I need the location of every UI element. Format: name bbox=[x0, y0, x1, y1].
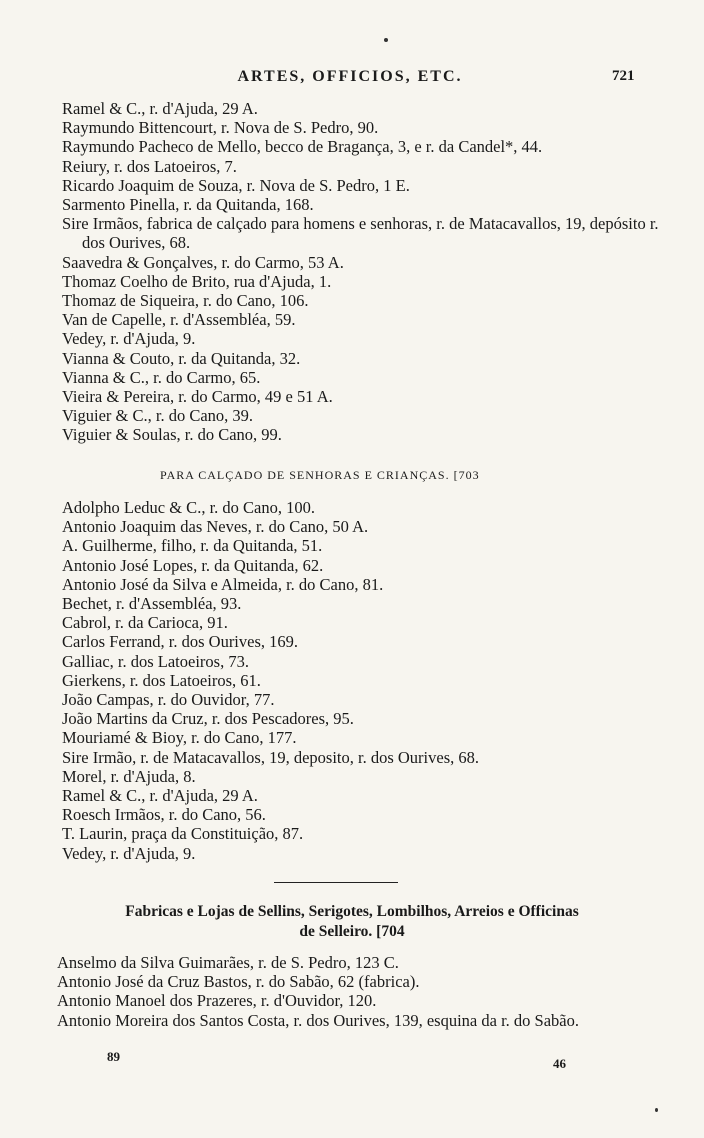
section-heading-ladies-children: PARA CALÇADO DE SENHORAS E CRIANÇAS. [703 bbox=[160, 468, 480, 482]
section-divider bbox=[274, 882, 398, 883]
list-item: Vianna & C., r. do Carmo, 65. bbox=[62, 367, 261, 387]
list-item: Sarmento Pinella, r. da Quitanda, 168. bbox=[62, 195, 314, 215]
section-heading-line: de Selleiro. [704 bbox=[299, 923, 405, 940]
list-item: Antonio Moreira dos Santos Costa, r. dos Ourives, 139, esquina da r. do Sabão. bbox=[57, 1010, 579, 1030]
list-item: Antonio José da Cruz Bastos, r. do Sabão, 62 (fabrica). bbox=[57, 972, 420, 992]
list-item: Antonio José Lopes, r. da Quitanda, 62. bbox=[62, 555, 324, 575]
list-item: Galliac, r. dos Latoeiros, 73. bbox=[62, 651, 249, 671]
list-item: Antonio José da Silva e Almeida, r. do Cano, 81. bbox=[62, 574, 384, 594]
list-item: Antonio Manoel dos Prazeres, r. d'Ouvidor, 120. bbox=[57, 991, 377, 1011]
list-item: Roesch Irmãos, r. do Cano, 56. bbox=[62, 805, 266, 825]
list-item: João Martins da Cruz, r. dos Pescadores, 95. bbox=[62, 709, 354, 729]
list-item: A. Guilherme, filho, r. da Quitanda, 51. bbox=[62, 536, 323, 556]
section-heading-line: Fabricas e Lojas de Sellins, Serigotes, Lombilhos, Arreios e Officinas bbox=[125, 903, 579, 920]
list-item: Antonio Joaquim das Neves, r. do Cano, 50 A. bbox=[62, 517, 369, 537]
list-item: Vedey, r. d'Ajuda, 9. bbox=[62, 843, 196, 863]
entry-list-saddlers bbox=[57, 953, 657, 1030]
list-item: Vieira & Pereira, r. do Carmo, 49 e 51 A. bbox=[62, 387, 333, 407]
list-item: Cabrol, r. da Carioca, 91. bbox=[62, 613, 228, 633]
ink-speck bbox=[384, 38, 388, 42]
list-item: Van de Capelle, r. d'Assembléa, 59. bbox=[62, 310, 296, 330]
list-item: Carlos Ferrand, r. dos Ourives, 169. bbox=[62, 632, 299, 652]
section-heading-saddlers bbox=[72, 902, 632, 942]
list-item: Ricardo Joaquim de Souza, r. Nova de S. Pedro, 1 E. bbox=[62, 175, 410, 195]
list-item: Reiury, r. dos Latoeiros, 7. bbox=[62, 156, 237, 176]
ink-speck bbox=[655, 1108, 658, 1112]
list-item: Sire Irmão, r. de Matacavallos, 19, deposito, r. dos Ourives, 68. bbox=[62, 747, 480, 767]
signature-mark: 89 bbox=[107, 1049, 120, 1064]
list-item: Saavedra & Gonçalves, r. do Carmo, 53 A. bbox=[62, 252, 344, 272]
list-item: Ramel & C., r. d'Ajuda, 29 A. bbox=[62, 786, 258, 806]
list-item: T. Laurin, praça da Constituição, 87. bbox=[62, 824, 304, 844]
folio-number: 46 bbox=[553, 1056, 566, 1071]
page-number: 721 bbox=[612, 68, 635, 84]
list-item: Thomaz de Siqueira, r. do Cano, 106. bbox=[62, 291, 309, 311]
list-item: Viguier & Soulas, r. do Cano, 99. bbox=[62, 425, 282, 445]
list-item: Bechet, r. d'Assembléa, 93. bbox=[62, 594, 242, 614]
list-item: Morel, r. d'Ajuda, 8. bbox=[62, 766, 196, 786]
list-item: Anselmo da Silva Guimarães, r. de S. Pedro, 123 C. bbox=[57, 953, 399, 972]
list-item: Vedey, r. d'Ajuda, 9. bbox=[62, 329, 196, 349]
list-item: Ramel & C., r. d'Ajuda, 29 A. bbox=[62, 99, 258, 118]
list-item: Raymundo Pacheco de Mello, becco de Bragança, 3, e r. da Candel*, 44. bbox=[62, 137, 543, 157]
list-item: Thomaz Coelho de Brito, rua d'Ajuda, 1. bbox=[62, 271, 332, 291]
list-item: Sire Irmãos, fabrica de calçado para homens e senhoras, r. de Matacavallos, 19, depósito r. dos Ourives, 68. bbox=[62, 214, 659, 253]
list-item: Viguier & C., r. do Cano, 39. bbox=[62, 406, 254, 426]
list-item: Mouriamé & Bioy, r. do Cano, 177. bbox=[62, 728, 297, 748]
entry-list-shoemakers bbox=[62, 99, 662, 445]
running-title: ARTES, OFFICIOS, ETC. bbox=[237, 68, 463, 85]
list-item: João Campas, r. do Ouvidor, 77. bbox=[62, 690, 275, 710]
list-item: Raymundo Bittencourt, r. Nova de S. Pedro, 90. bbox=[62, 118, 379, 138]
entry-list-ladies-children bbox=[62, 498, 662, 863]
list-item: Adolpho Leduc & C., r. do Cano, 100. bbox=[62, 498, 315, 517]
list-item: Vianna & Couto, r. da Quitanda, 32. bbox=[62, 348, 301, 368]
list-item: Gierkens, r. dos Latoeiros, 61. bbox=[62, 670, 261, 690]
running-header bbox=[0, 66, 704, 90]
